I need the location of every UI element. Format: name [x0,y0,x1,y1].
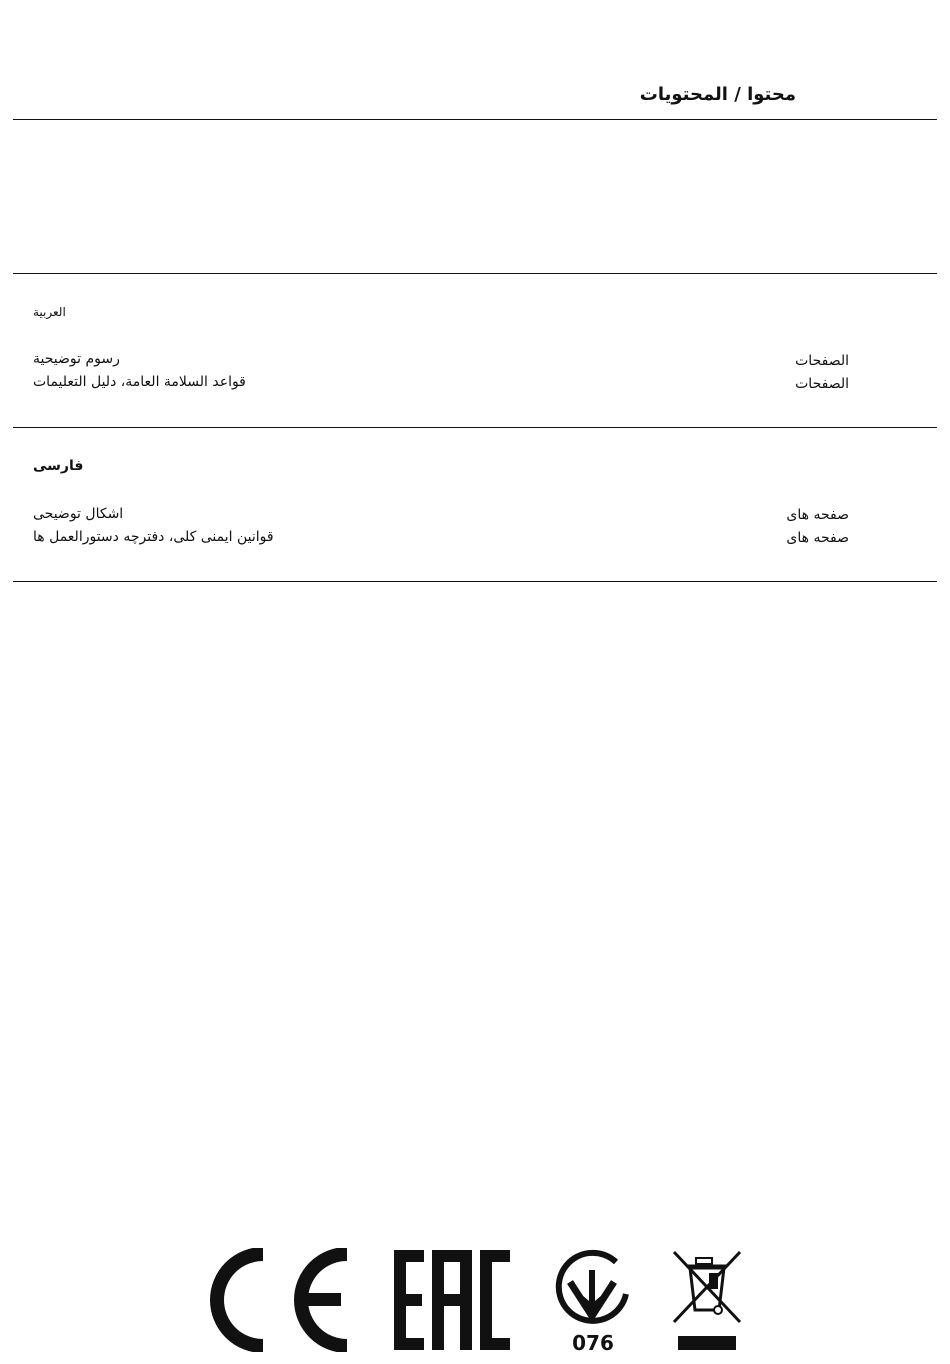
page-title: محتوا / المحتويات [639,84,796,105]
toc-item-pages: الصفحات [795,376,849,392]
divider [13,273,937,274]
certification-marks [0,1240,950,1364]
weee-crossed-bin-icon [670,1248,746,1356]
divider [13,427,937,428]
divider [13,119,937,120]
toc-item-label: قوانین ایمنی کلی، دفترچه دستورالعمل ها [33,529,274,545]
section-language-arabic: العربية [33,305,66,319]
toc-item-pages: صفحه های [786,507,849,523]
toc-item-label: قواعد السلامة العامة، دليل التعليمات [33,374,246,390]
ua-mark-code: 076 [572,1331,614,1355]
divider [13,581,937,582]
eac-mark-icon [394,1250,512,1350]
ce-mark-icon [205,1248,351,1352]
section-language-persian: فارسی [33,458,84,474]
toc-item-pages: صفحه های [786,530,849,546]
toc-item-label: اشکال توضیحی [33,506,124,522]
toc-item-pages: الصفحات [795,353,849,369]
ua-conformity-mark-icon [552,1248,634,1356]
toc-item-label: رسوم توضيحية [33,351,120,367]
